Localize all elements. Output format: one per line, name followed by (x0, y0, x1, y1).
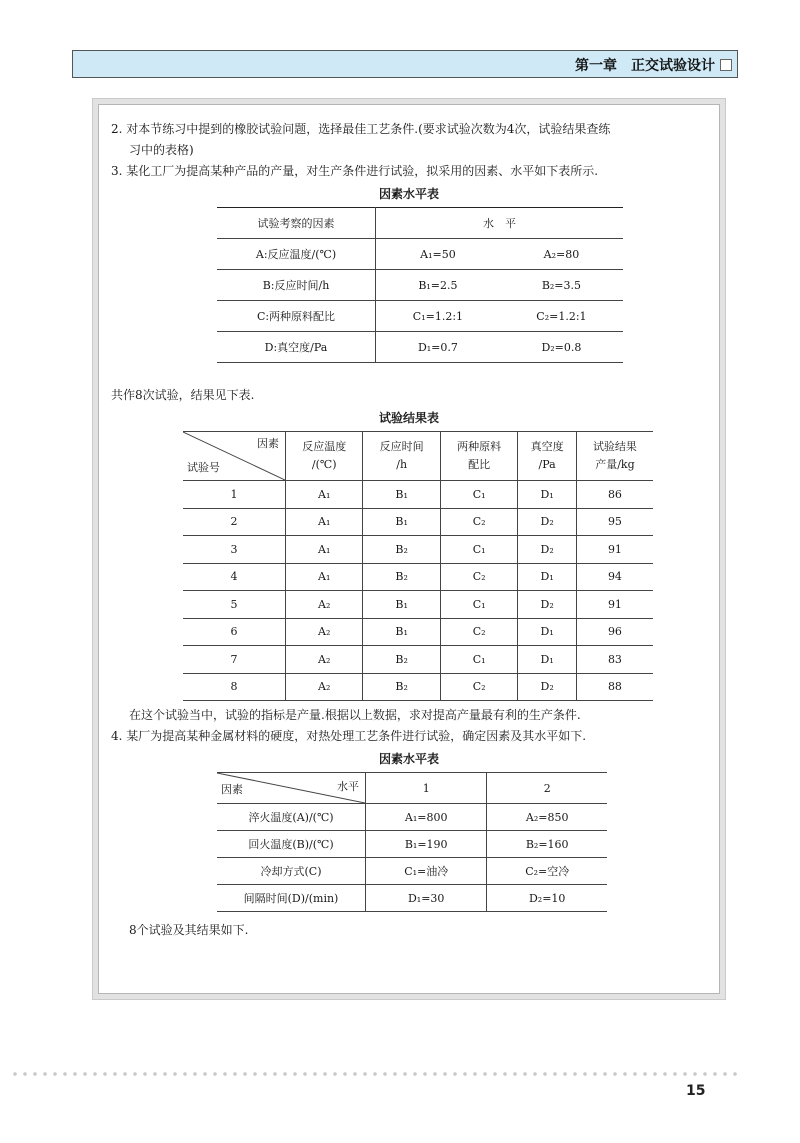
header-line: 真空度 (530, 440, 564, 453)
table-row (183, 673, 653, 701)
level-1-cell: C₁=1.2:1 (376, 301, 500, 332)
cell-a: A₁ (286, 481, 363, 509)
cell-a: A₁ (286, 508, 363, 536)
cell-d: D₂ (518, 591, 577, 619)
problem-3-intro: 3. 某化工厂为提高某种产品的产量，对生产条件进行试验，拟采用的因素、水平如下表所示. (111, 164, 599, 178)
factor-cell: B:反应时间/h (217, 270, 376, 301)
table-header-row (217, 208, 623, 239)
trial-no: 4 (183, 563, 286, 591)
corner-bottom-label: 因素 (221, 783, 243, 796)
cell-b: B₂ (363, 563, 440, 591)
level-1-cell: B₁=190 (366, 831, 487, 858)
cell-b: B₂ (363, 536, 440, 564)
cell-b: B₁ (363, 618, 440, 646)
level-1-cell: A₁=800 (366, 804, 487, 831)
level-2-cell: C₂=1.2:1 (500, 301, 623, 332)
table-row (183, 536, 653, 564)
table-header-row (217, 773, 607, 804)
factor-cell: 回火温度(B)/(℃) (217, 831, 366, 858)
table-row (217, 885, 607, 912)
factor-table-caption: 因素水平表 (378, 187, 439, 201)
exercise-content (111, 119, 707, 941)
cell-yield: 94 (576, 563, 653, 591)
trial-no: 2 (183, 508, 286, 536)
cell-c: C₂ (440, 673, 517, 701)
cell-d: D₁ (518, 481, 577, 509)
cell-c: C₂ (440, 563, 517, 591)
level-1-cell: D₁=0.7 (376, 332, 500, 363)
header-line: 反应温度 (302, 440, 347, 453)
page-number: 15 (686, 1083, 706, 1099)
corner-top-label: 因素 (257, 437, 279, 450)
cell-a: A₂ (286, 591, 363, 619)
header-square-icon (720, 59, 732, 71)
level-2-cell: C₂=空冷 (487, 858, 607, 885)
header-line: /(℃) (311, 458, 337, 471)
table-row (183, 646, 653, 674)
cell-b: B₂ (363, 646, 440, 674)
problem-3-conclusion: 在这个试验当中，试验的指标是产量.根据以上数据，求对提高产量最有利的生产条件. (129, 708, 581, 722)
cell-b: B₂ (363, 673, 440, 701)
cell-c: C₂ (440, 508, 517, 536)
cell-yield: 86 (576, 481, 653, 509)
cell-a: A₁ (286, 563, 363, 591)
trial-no: 1 (183, 481, 286, 509)
results-header-row (183, 432, 653, 481)
cell-d: D₂ (518, 508, 577, 536)
col-header-result (576, 432, 653, 481)
cell-d: D₁ (518, 563, 577, 591)
col-header-ratio (440, 432, 517, 481)
cell-c: C₁ (440, 591, 517, 619)
level-2-header: 2 (487, 773, 607, 804)
cell-yield: 91 (576, 536, 653, 564)
col-header-temp (286, 432, 363, 481)
level-1-cell: B₁=2.5 (376, 270, 500, 301)
cell-d: D₁ (518, 646, 577, 674)
factor-level-table (217, 207, 623, 363)
cell-a: A₂ (286, 673, 363, 701)
header-line: 两种原料 (457, 440, 502, 453)
header-line: /Pa (538, 458, 556, 471)
cell-b: B₁ (363, 481, 440, 509)
cell-yield: 91 (576, 591, 653, 619)
factor-cell: 冷却方式(C) (217, 858, 366, 885)
problem-2-line-1: 2. 对本节练习中提到的橡胶试验问题，选择最佳工艺条件.(要求试验次数为4次，试验结果查练 (111, 122, 611, 136)
cell-d: D₁ (518, 618, 577, 646)
trial-no: 3 (183, 536, 286, 564)
table-row (183, 563, 653, 591)
table-row (217, 270, 623, 301)
trial-no: 5 (183, 591, 286, 619)
factor-cell: C:两种原料配比 (217, 301, 376, 332)
table-row (183, 481, 653, 509)
level-1-cell: C₁=油冷 (366, 858, 487, 885)
cell-a: A₂ (286, 618, 363, 646)
chapter-header-bar (72, 50, 738, 78)
factor-cell: 淬火温度(A)/(℃) (217, 804, 366, 831)
factor-level-table-2 (217, 772, 607, 912)
level-2-cell: A₂=850 (487, 804, 607, 831)
trial-no: 7 (183, 646, 286, 674)
cell-d: D₂ (518, 536, 577, 564)
table-row (217, 301, 623, 332)
header-line: 配比 (468, 458, 491, 471)
header-line: 反应时间 (379, 440, 424, 453)
cell-c: C₂ (440, 618, 517, 646)
problem-4-intro: 4. 某厂为提高某种金属材料的硬度，对热处理工艺条件进行试验，确定因素及其水平如下. (111, 729, 587, 743)
cell-yield: 88 (576, 673, 653, 701)
level-1-cell: D₁=30 (366, 885, 487, 912)
factor-cell: D:真空度/Pa (217, 332, 376, 363)
cell-b: B₁ (363, 508, 440, 536)
table-row (217, 239, 623, 270)
table-row (183, 591, 653, 619)
level-2-cell: B₂=160 (487, 831, 607, 858)
level-2-cell: A₂=80 (500, 239, 623, 270)
exercise-frame (98, 104, 720, 994)
table-row (217, 332, 623, 363)
cell-yield: 96 (576, 618, 653, 646)
corner-top-label: 水平 (337, 780, 359, 793)
problem-2-line-2: 习中的表格) (129, 143, 194, 157)
problem-4-end: 8个试验及其结果如下. (129, 923, 249, 937)
results-table (183, 431, 653, 701)
table-row (183, 618, 653, 646)
cell-c: C₁ (440, 481, 517, 509)
trial-no: 8 (183, 673, 286, 701)
cell-a: A₁ (286, 536, 363, 564)
table-row (217, 831, 607, 858)
factor-cell: 间隔时间(D)/(min) (217, 885, 366, 912)
trial-no: 6 (183, 618, 286, 646)
level-2-cell: D₂=10 (487, 885, 607, 912)
factor-cell: A:反应温度/(℃) (217, 239, 376, 270)
level-2-cell: B₂=3.5 (500, 270, 623, 301)
factor-table-2-caption: 因素水平表 (378, 752, 439, 766)
problem-3-mid: 共作8次试验，结果见下表. (111, 388, 255, 402)
cell-c: C₁ (440, 646, 517, 674)
cell-d: D₂ (518, 673, 577, 701)
level-1-header: 1 (366, 773, 487, 804)
header-line: 产量/kg (595, 458, 635, 471)
corner-cell (183, 432, 286, 481)
results-table-caption: 试验结果表 (378, 411, 439, 425)
dotted-divider (10, 1071, 740, 1077)
header-line: 试验结果 (592, 440, 637, 453)
header-line: /h (396, 458, 408, 471)
cell-a: A₂ (286, 646, 363, 674)
level-header: 水 平 (376, 208, 624, 239)
chapter-title: 第一章 正交试验设计 (575, 58, 715, 74)
level-1-cell: A₁=50 (376, 239, 500, 270)
col-header-time (363, 432, 440, 481)
level-2-cell: D₂=0.8 (500, 332, 623, 363)
corner-bottom-label: 试验号 (187, 461, 220, 474)
table-row (217, 804, 607, 831)
col-header-vacuum (518, 432, 577, 481)
cell-yield: 95 (576, 508, 653, 536)
cell-b: B₁ (363, 591, 440, 619)
factor-header: 试验考察的因素 (217, 208, 376, 239)
table-row (217, 858, 607, 885)
corner-cell (217, 773, 366, 804)
cell-yield: 83 (576, 646, 653, 674)
table-row (183, 508, 653, 536)
cell-c: C₁ (440, 536, 517, 564)
